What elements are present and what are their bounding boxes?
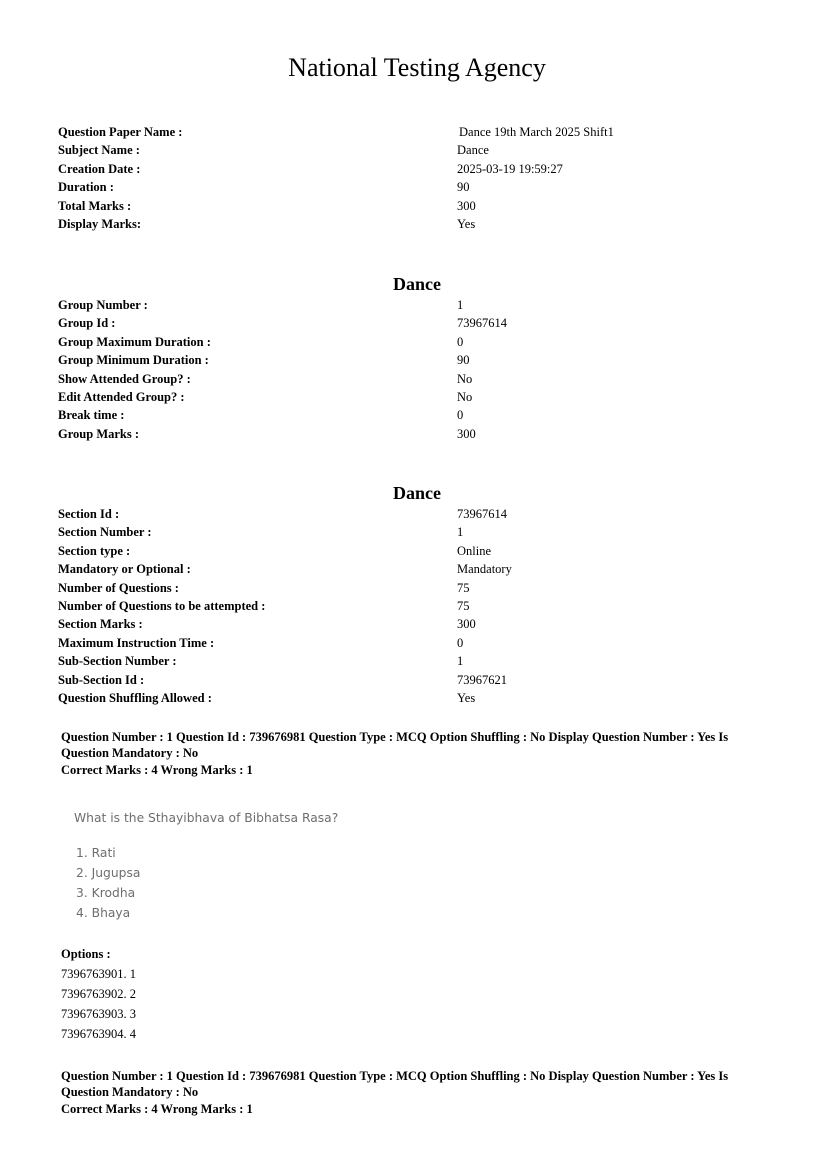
choice-item: 4. Bhaya	[76, 906, 131, 920]
section-label: Sub-Section Id :	[58, 672, 145, 687]
info-value: 2025-03-19 19:59:27	[457, 161, 563, 176]
section-row	[58, 505, 778, 523]
group-value: 0	[457, 334, 464, 349]
question-marks-line: Correct Marks : 4 Wrong Marks : 1	[61, 763, 253, 777]
choice-item: 2. Jugupsa	[76, 866, 141, 880]
info-value: 90	[457, 180, 470, 195]
section-label: Number of Questions to be attempted :	[58, 598, 266, 613]
info-row	[58, 160, 778, 178]
group-label: Group Marks :	[58, 426, 140, 441]
section-value: Yes	[457, 690, 476, 705]
option-item: 7396763903. 3	[61, 1007, 136, 1021]
info-row	[58, 123, 778, 141]
question-mandatory-line: Question Mandatory : No	[61, 1084, 199, 1099]
section-value: 1	[457, 525, 464, 540]
question-header	[61, 730, 781, 779]
group-row	[58, 314, 778, 332]
section-label: Mandatory or Optional :	[58, 562, 191, 577]
group-info-table	[58, 296, 778, 443]
info-row	[58, 141, 778, 159]
group-row	[58, 425, 778, 443]
question-marks-line: Correct Marks : 4 Wrong Marks : 1	[61, 1102, 253, 1116]
group-row	[58, 351, 778, 369]
group-row	[58, 406, 778, 424]
section-label: Number of Questions :	[58, 580, 179, 595]
section-label: Question Shuffling Allowed :	[58, 690, 212, 705]
group-label: Group Minimum Duration :	[58, 353, 209, 368]
section-value: 73967621	[457, 672, 507, 687]
section-label: Section Number :	[58, 525, 152, 540]
choice-item: 3. Krodha	[76, 886, 136, 900]
section-value: 1	[457, 654, 464, 669]
section-row	[58, 597, 778, 615]
question-header	[61, 1069, 781, 1118]
section-row	[58, 579, 778, 597]
info-label: Display Marks:	[58, 216, 141, 231]
info-value: Dance 19th March 2025 Shift1	[459, 125, 614, 139]
section-value: 75	[457, 598, 470, 613]
section-value: Mandatory	[457, 562, 512, 577]
info-label: Duration :	[58, 180, 114, 195]
section-label: Maximum Instruction Time :	[58, 635, 215, 650]
section-row	[58, 652, 778, 670]
section-label: Section Id :	[58, 507, 120, 521]
group-label: Show Attended Group? :	[58, 371, 191, 386]
question-text: What is the Sthayibhava of Bibhatsa Rasa?	[74, 811, 339, 825]
group-row	[58, 370, 778, 388]
group-heading: Dance	[393, 274, 441, 294]
section-row	[58, 615, 778, 633]
info-label: Creation Date :	[58, 161, 141, 176]
group-row	[58, 333, 778, 351]
group-label: Group Number :	[58, 298, 148, 312]
info-label: Total Marks :	[58, 198, 132, 213]
section-info-table	[58, 505, 778, 707]
group-row	[58, 296, 778, 314]
group-value: 90	[457, 353, 470, 368]
section-row	[58, 689, 778, 707]
group-label: Edit Attended Group? :	[58, 389, 185, 404]
section-row	[58, 523, 778, 541]
section-value: 73967614	[457, 507, 507, 521]
choice-item: 1. Rati	[76, 846, 116, 860]
section-heading: Dance	[393, 483, 441, 503]
option-item: 7396763901. 1	[61, 967, 136, 981]
section-row	[58, 634, 778, 652]
group-value: 73967614	[457, 316, 507, 331]
section-label: Section type :	[58, 543, 131, 558]
group-value: 1	[457, 298, 464, 312]
options-label: Options :	[61, 947, 111, 961]
paper-info-table	[58, 123, 778, 233]
question-meta-line: Question Number : 1 Question Id : 739676981 Question Type : MCQ Option Shuffling : No Display Question Number : Yes Is	[61, 730, 729, 744]
section-row	[58, 542, 778, 560]
question-mandatory-line: Question Mandatory : No	[61, 745, 199, 760]
info-label: Subject Name :	[58, 143, 140, 158]
section-row	[58, 560, 778, 578]
document-title: National Testing Agency	[288, 53, 546, 82]
info-row	[58, 178, 778, 196]
group-value: No	[457, 371, 473, 386]
option-item: 7396763904. 4	[61, 1027, 136, 1041]
group-value: No	[457, 389, 473, 404]
group-value: 0	[457, 408, 464, 423]
question-image	[66, 803, 356, 933]
group-label: Group Maximum Duration :	[58, 334, 211, 349]
info-value: Dance	[457, 143, 489, 158]
group-row	[58, 388, 778, 406]
group-value: 300	[457, 426, 476, 441]
info-row	[58, 215, 778, 233]
option-item: 7396763902. 2	[61, 987, 136, 1001]
info-row	[58, 197, 778, 215]
section-value: 0	[457, 635, 464, 650]
question-meta-line: Question Number : 1 Question Id : 739676981 Question Type : MCQ Option Shuffling : No Display Question Number : Yes Is	[61, 1069, 729, 1083]
group-label: Group Id :	[58, 316, 116, 331]
section-value: Online	[457, 543, 492, 558]
info-value: Yes	[457, 216, 476, 231]
section-row	[58, 671, 778, 689]
info-label: Question Paper Name :	[58, 125, 183, 139]
section-value: 300	[457, 617, 476, 632]
section-value: 75	[457, 580, 470, 595]
group-label: Break time :	[58, 408, 125, 423]
info-value: 300	[457, 198, 476, 213]
section-label: Section Marks :	[58, 617, 143, 632]
section-label: Sub-Section Number :	[58, 654, 177, 669]
